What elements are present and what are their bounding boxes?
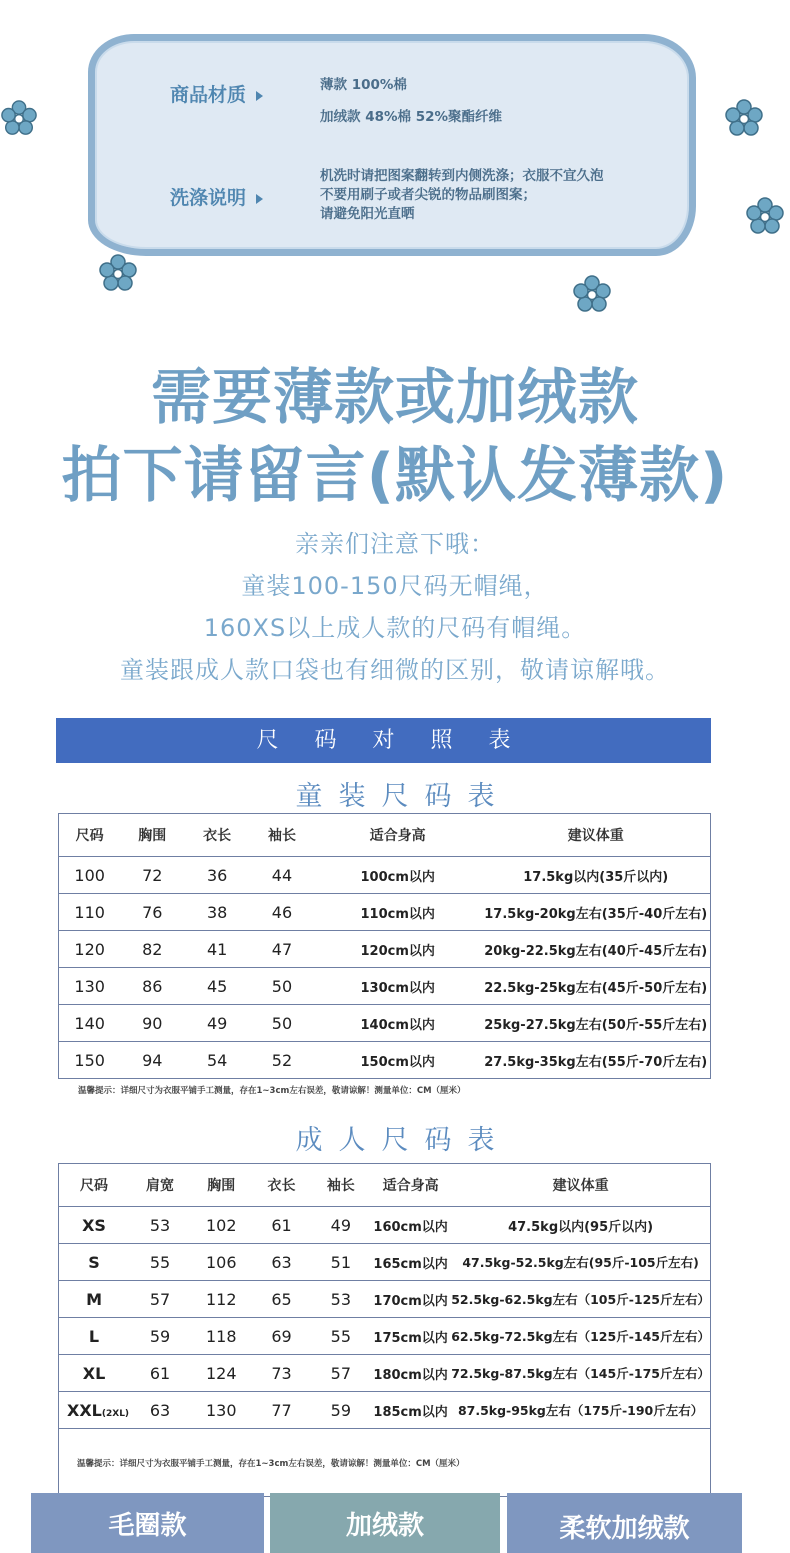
table-cell: 110: [59, 894, 121, 931]
table-row: [59, 1005, 711, 1042]
size-label: XXL: [67, 1400, 102, 1420]
table-row: [59, 857, 711, 894]
table-row: [59, 968, 711, 1005]
header-cell: 衣长: [251, 1164, 311, 1207]
wash-line-1: 机洗时请把图案翻转到内侧洗涤；衣服不宜久泡: [320, 168, 604, 184]
table-row: [59, 894, 711, 931]
table-cell: 47: [250, 931, 314, 968]
table-cell: 27.5kg-35kg左右(55斤-70斤左右): [481, 1042, 710, 1079]
table-cell: 124: [191, 1355, 251, 1392]
material-line-2: 加绒款 48%棉 52%聚酯纤维: [320, 109, 503, 125]
table-cell: 90: [120, 1005, 184, 1042]
table-cell: 17.5kg以内(35斤以内): [481, 857, 710, 894]
material-label: [170, 80, 263, 107]
table-cell: 41: [184, 931, 250, 968]
headline-line-2: 拍下请留言(默认发薄款): [61, 441, 729, 511]
header-cell: 袖长: [250, 814, 314, 857]
tab-label: 柔软加绒款: [559, 1514, 690, 1544]
table-cell: 22.5kg-25kg左右(45斤-50斤左右): [481, 968, 710, 1005]
adult-size-table: [58, 1163, 711, 1497]
table-cell: 180cm以内: [370, 1355, 451, 1392]
header-cell: 建议体重: [481, 814, 710, 857]
table-cell: 54: [184, 1042, 250, 1079]
adult-measurement-tip: 温馨提示：详细尺寸为衣服平铺手工测量，存在1~3cm左右误差，敬请谅解！测量单位：CM（厘米）: [77, 1458, 465, 1469]
material-label-text: 商品材质: [170, 84, 247, 106]
triangle-right-icon: [256, 91, 263, 101]
table-cell: 55: [312, 1318, 370, 1355]
table-cell: 36: [184, 857, 250, 894]
size-label: S: [88, 1252, 100, 1272]
header-cell: 尺码: [59, 1164, 130, 1207]
table-row: [59, 1318, 711, 1355]
notice-line-3: 160XS以上成人款的尺码有帽绳。: [203, 614, 587, 642]
table-cell: 150cm以内: [314, 1042, 482, 1079]
table-cell: 38: [184, 894, 250, 931]
table-cell: 87.5kg-95kg左右（175斤-190斤左右）: [451, 1392, 710, 1429]
triangle-right-icon: [256, 194, 263, 204]
table-cell: [59, 1392, 130, 1429]
wash-label: [170, 183, 263, 210]
table-cell: 140: [59, 1005, 121, 1042]
material-line-1: 薄款 100%棉: [320, 77, 407, 93]
table-cell: 62.5kg-72.5kg左右（125斤-145斤左右）: [451, 1318, 710, 1355]
kids-measurement-tip: 温馨提示：详细尺寸为衣服平铺手工测量，存在1~3cm左右误差，敬请谅解！测量单位：CM（厘米）: [78, 1086, 466, 1096]
table-cell: 49: [184, 1005, 250, 1042]
table-cell: [59, 1207, 130, 1244]
table-cell: 20kg-22.5kg左右(40斤-45斤左右): [481, 931, 710, 968]
table-cell: 69: [251, 1318, 311, 1355]
tab-label: 毛圈款: [108, 1511, 187, 1541]
table-cell: 44: [250, 857, 314, 894]
wash-line-3: 请避免阳光直晒: [320, 206, 415, 222]
table-cell: 55: [129, 1244, 191, 1281]
header-cell: 肩宽: [129, 1164, 191, 1207]
size-label: XL: [82, 1363, 106, 1383]
table-cell: 52.5kg-62.5kg左右（105斤-125斤左右）: [451, 1281, 710, 1318]
flower-icon: [0, 98, 38, 138]
table-cell: 175cm以内: [370, 1318, 451, 1355]
header-cell: 建议体重: [451, 1164, 710, 1207]
headline-line-1: 需要薄款或加绒款: [151, 363, 639, 433]
table-row: [59, 931, 711, 968]
tab-label: 加绒款: [345, 1511, 424, 1541]
table-cell: 52: [250, 1042, 314, 1079]
kids-size-title: 童装尺码表: [295, 781, 511, 812]
table-cell: 25kg-27.5kg左右(50斤-55斤左右): [481, 1005, 710, 1042]
table-cell: 185cm以内: [370, 1392, 451, 1429]
table-cell: 76: [120, 894, 184, 931]
table-cell: 150: [59, 1042, 121, 1079]
table-cell: 47.5kg以内(95斤以内): [451, 1207, 710, 1244]
table-header-row: [59, 1164, 711, 1207]
table-cell: 61: [129, 1355, 191, 1392]
header-cell: 胸围: [191, 1164, 251, 1207]
table-cell: 61: [251, 1207, 311, 1244]
header-cell: 胸围: [120, 814, 184, 857]
table-row: [59, 1244, 711, 1281]
table-cell: 59: [312, 1392, 370, 1429]
flower-icon: [572, 274, 612, 314]
wash-label-text: 洗涤说明: [170, 187, 247, 209]
table-cell: 50: [250, 968, 314, 1005]
table-row: [59, 1281, 711, 1318]
table-cell: 165cm以内: [370, 1244, 451, 1281]
table-cell: 86: [120, 968, 184, 1005]
table-cell: [59, 1281, 130, 1318]
tab-soft-fleece[interactable]: [507, 1493, 742, 1553]
table-cell: 17.5kg-20kg左右(35斤-40斤左右): [481, 894, 710, 931]
table-cell: 94: [120, 1042, 184, 1079]
table-cell: [59, 1355, 130, 1392]
notice-line-2: 童装100-150尺码无帽绳，: [241, 572, 549, 600]
table-cell: [59, 1318, 130, 1355]
table-cell: 63: [251, 1244, 311, 1281]
table-cell: 49: [312, 1207, 370, 1244]
table-cell: 57: [129, 1281, 191, 1318]
table-cell: 112: [191, 1281, 251, 1318]
table-cell: 46: [250, 894, 314, 931]
table-cell: 82: [120, 931, 184, 968]
table-cell: 110cm以内: [314, 894, 482, 931]
table-tip-row: [59, 1429, 711, 1497]
table-cell: 106: [191, 1244, 251, 1281]
tab-fleece[interactable]: [270, 1493, 500, 1553]
table-cell: 51: [312, 1244, 370, 1281]
table-cell: 77: [251, 1392, 311, 1429]
table-cell: 73: [251, 1355, 311, 1392]
table-cell: 45: [184, 968, 250, 1005]
table-header-row: [59, 814, 711, 857]
kids-size-table: [58, 813, 711, 1079]
table-cell: 100: [59, 857, 121, 894]
header-cell: 袖长: [312, 1164, 370, 1207]
size-chart-title-bar: 尺码对照表: [56, 718, 711, 763]
header-cell: 衣长: [184, 814, 250, 857]
table-cell: 118: [191, 1318, 251, 1355]
table-cell: 130cm以内: [314, 968, 482, 1005]
table-cell: 47.5kg-52.5kg左右(95斤-105斤左右): [451, 1244, 710, 1281]
notice-line-4: 童装跟成人款口袋也有细微的区别，敬请谅解哦。: [120, 656, 670, 684]
header-cell: 适合身高: [314, 814, 482, 857]
table-cell: 59: [129, 1318, 191, 1355]
size-label: XS: [82, 1215, 106, 1235]
table-row: [59, 1355, 711, 1392]
notice-line-1: 亲亲们注意下哦：: [295, 530, 495, 558]
table-cell: 72.5kg-87.5kg左右（145斤-175斤左右）: [451, 1355, 710, 1392]
wash-line-2: 不要用刷子或者尖锐的物品刷图案；: [320, 187, 536, 203]
table-cell: 130: [59, 968, 121, 1005]
header-cell: 适合身高: [370, 1164, 451, 1207]
table-cell: [59, 1244, 130, 1281]
table-cell: 170cm以内: [370, 1281, 451, 1318]
table-cell: 63: [129, 1392, 191, 1429]
tab-terry[interactable]: [31, 1493, 264, 1553]
table-cell: 50: [250, 1005, 314, 1042]
table-cell: 53: [312, 1281, 370, 1318]
table-row: [59, 1392, 711, 1429]
adult-size-title: 成人尺码表: [295, 1125, 511, 1156]
size-label: M: [86, 1289, 102, 1309]
flower-icon: [745, 196, 785, 236]
table-cell: 160cm以内: [370, 1207, 451, 1244]
table-cell: 120cm以内: [314, 931, 482, 968]
flower-icon: [724, 98, 764, 138]
header-cell: 尺码: [59, 814, 121, 857]
table-cell: 72: [120, 857, 184, 894]
table-cell: 57: [312, 1355, 370, 1392]
table-row: [59, 1042, 711, 1079]
table-row: [59, 1207, 711, 1244]
flower-icon: [98, 253, 138, 293]
table-cell: 102: [191, 1207, 251, 1244]
table-cell: 130: [191, 1392, 251, 1429]
table-cell: 65: [251, 1281, 311, 1318]
table-cell: 100cm以内: [314, 857, 482, 894]
table-cell: 53: [129, 1207, 191, 1244]
size-label: L: [88, 1326, 100, 1346]
size-alias: (2XL): [101, 1408, 130, 1419]
table-cell: 140cm以内: [314, 1005, 482, 1042]
table-cell: 120: [59, 931, 121, 968]
